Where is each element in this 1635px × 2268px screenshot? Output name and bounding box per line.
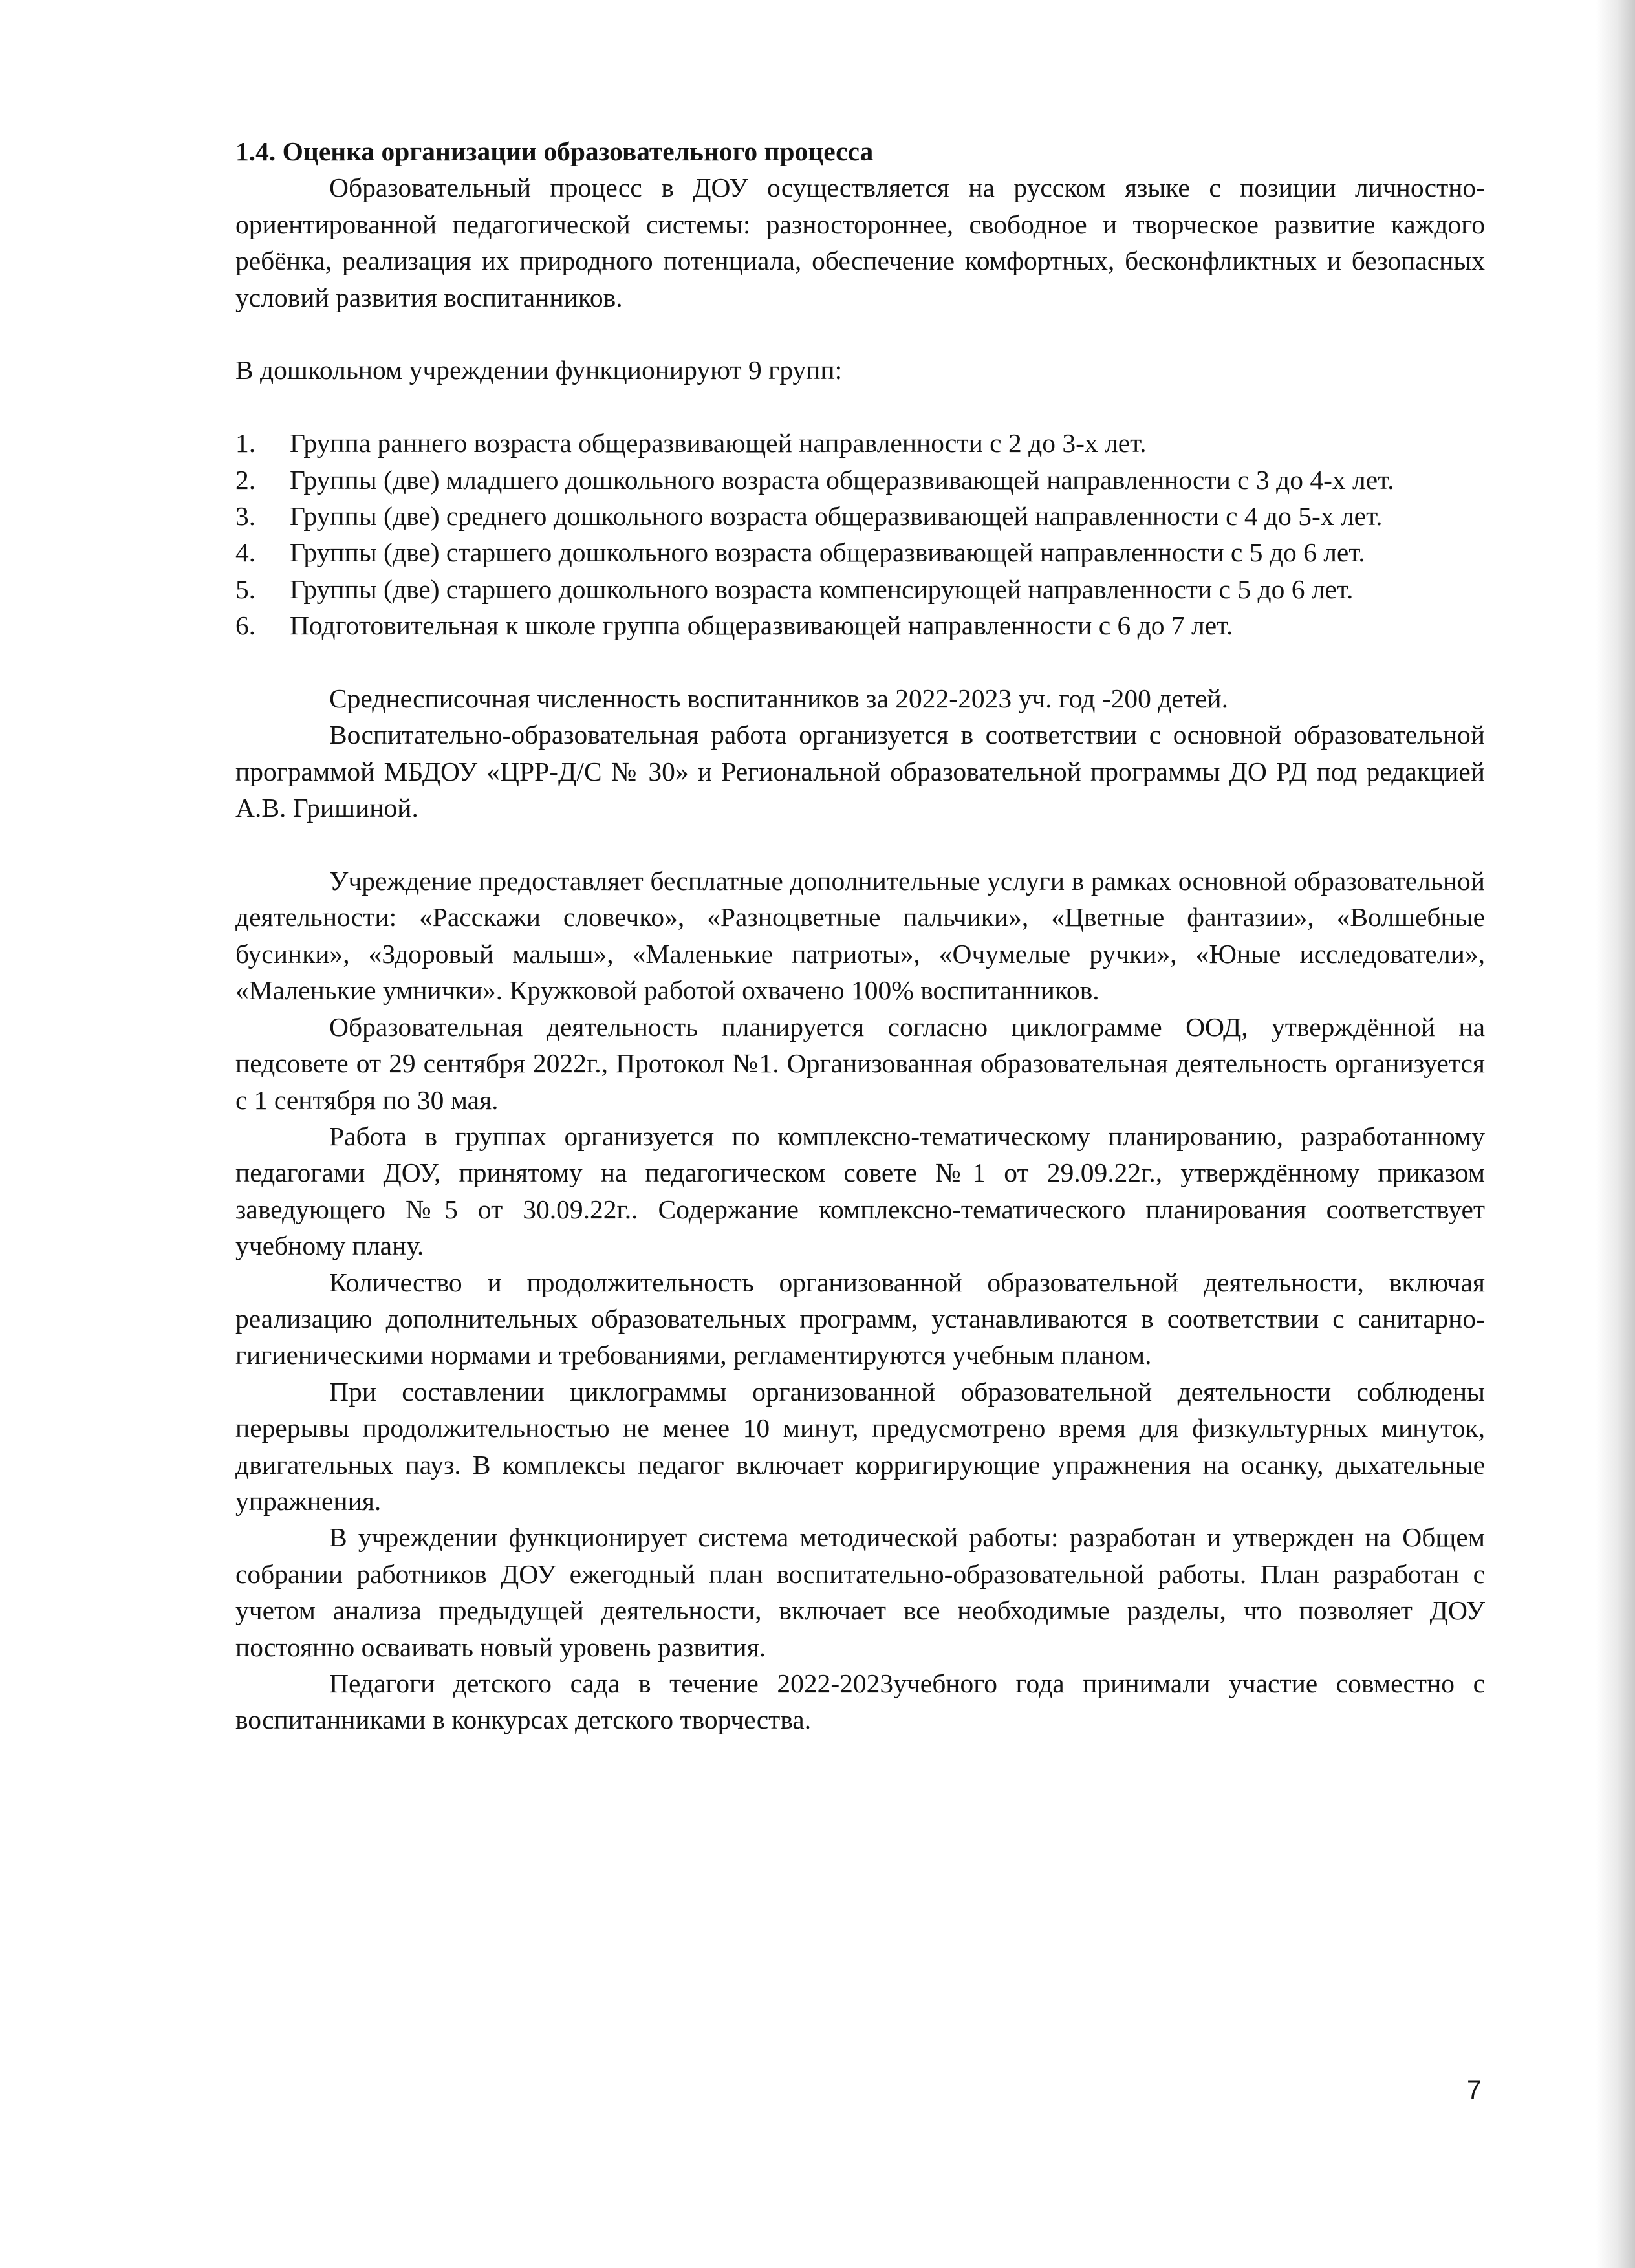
list-item-number: 6. [235,610,256,641]
planning-paragraph: Образовательная деятельность планируется согласно циклограмме ООД, утверждённой на педсовете от 29 сентября 2022г., Протокол №1. Организованная образовательная деятельность организуется с 1 сентября по 30 мая. [235,1011,1485,1115]
list-item [235,498,1485,534]
list-item-text: Группы (две) младшего дошкольного возраста общеразвивающей направленности с 3 до 4-х лет. [290,464,1394,495]
list-item [235,534,1485,570]
list-item-number: 3. [235,501,256,532]
list-item-text: Группа раннего возраста общеразвивающей направленности с 2 до 3-х лет. [290,428,1147,459]
blank-line [235,644,1485,680]
list-item-text: Группы (две) среднего дошкольного возраста общеразвивающей направленности с 4 до 5-х лет. [290,501,1383,532]
blank-line [235,389,1485,425]
list-item-text: Группы (две) старшего дошкольного возраста компенсирующей направленности с 5 до 6 лет. [290,574,1354,604]
list-item [235,571,1485,607]
list-item-number: 2. [235,464,256,495]
thematic-paragraph: Работа в группах организуется по комплексно-тематическому планированию, разработанному педагогами ДОУ, принятому на педагогическом совете №1 от 29.09.22г., утверждённому приказом заведующего №5 от 30.09.22г.. Содержание комплексно-тематического планирования соответствует учебному плану. [235,1121,1485,1261]
blank-line [235,316,1485,352]
groups-list [235,425,1485,643]
list-item-number: 4. [235,537,256,568]
contests-paragraph: Педагоги детского сада в течение 2022-2023учебного года принимали участие совместно с воспитанниками в конкурсах детского творчества. [235,1669,1485,1735]
list-item-text: Подготовительная к школе группа общеразвивающей направленности с 6 до 7 лет. [290,610,1233,641]
quantity-paragraph: Количество и продолжительность организованной образовательной деятельности, включая реализацию дополнительных образовательных программ, устанавливаются в соответствии с санитарно-гигиеническими нормами и требованиями, регламентируются учебным планом. [235,1267,1485,1370]
list-item-number: 1. [235,428,256,459]
groups-intro: В дошкольном учреждении функционируют 9 групп: [235,355,843,385]
list-item [235,462,1485,498]
section-heading: 1.4. Оценка организации образовательного процесса [235,136,874,166]
blank-line [235,826,1485,863]
scan-edge-shadow [1596,0,1635,2268]
breaks-paragraph: При составлении циклограммы организованной образовательной деятельности соблюдены перерывы продолжительностью не менее 10 минут, предусмотрено время для физкультурных минуток, двигательных пауз. В комплексы педагог включает корригирующие упражнения на осанку, дыхательные упражнения. [235,1376,1485,1516]
page-content [235,133,1485,1738]
list-item-text: Группы (две) старшего дошкольного возраста общеразвивающей направленности с 5 до 6 лет. [290,537,1365,568]
page-number: 7 [1467,2076,1482,2104]
list-item-number: 5. [235,574,256,604]
enrollment-paragraph: Среднесписочная численность воспитанников за 2022-2023 уч. год -200 детей. [329,684,1228,714]
list-item [235,425,1485,461]
list-item [235,607,1485,643]
program-paragraph: Воспитательно-образовательная работа организуется в соответствии с основной образовательной программой МБДОУ «ЦРР-Д/С № 30» и Региональной образовательной программы ДО РД под редакцией А.В. Гришиной. [235,720,1485,823]
services-paragraph: Учреждение предоставляет бесплатные дополнительные услуги в рамках основной образовательной деятельности: «Расскажи словечко», «Разноцветные пальчики», «Цветные фантазии», «Волшебные бусинки», «Здоровый малыш», «Маленькие патриоты», «Очумелые ручки», «Юные исследователи», «Маленькие умнички». Кружковой работой охвачено 100% воспитанников. [235,866,1485,1006]
intro-paragraph: Образовательный процесс в ДОУ осуществляется на русском языке с позиции личностно-ориентированной педагогической системы: разностороннее, свободное и творческое развитие каждого ребёнка, реализация их природного потенциала, обеспечение комфортных, бесконфликтных и безопасных условий развития воспитанников. [235,173,1485,312]
methodical-paragraph: В учреждении функционирует система методической работы: разработан и утвержден на Общем собрании работников ДОУ ежегодный план воспитательно-образовательной работы. План разработан с учетом анализа предыдущей деятельности, включает все необходимые разделы, что позволяет ДОУ постоянно осваивать новый уровень развития. [235,1522,1485,1662]
